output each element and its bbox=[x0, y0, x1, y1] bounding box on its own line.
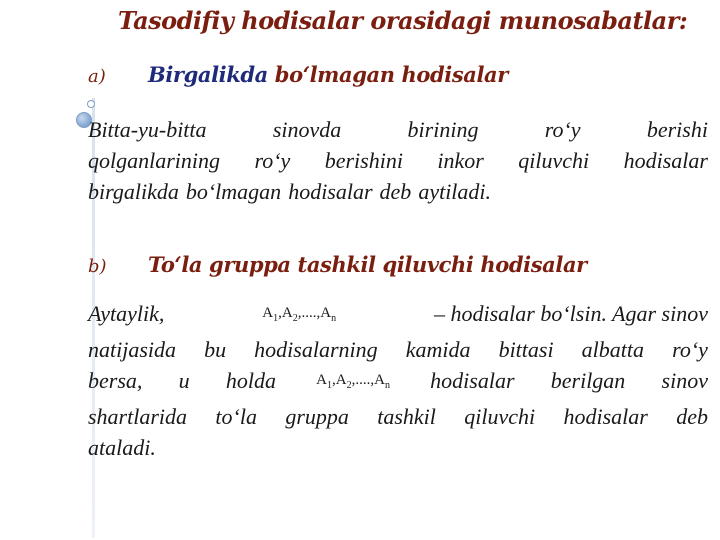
section-a-heading-rest: bo‘lmagan hodisalar bbox=[267, 62, 508, 87]
word: bersa, bbox=[88, 368, 143, 393]
word: albatta bbox=[581, 337, 644, 362]
word: to‘la bbox=[215, 404, 257, 429]
word: ro‘y bbox=[254, 148, 291, 173]
word: Aytaylik, bbox=[88, 301, 165, 326]
paragraph-line bbox=[88, 176, 708, 207]
section-b-heading: To‘la gruppa tashkil qiluvchi hodisalar bbox=[148, 252, 587, 277]
slide-title: Tasodifiy hodisalar orasidagi munosabatlar: bbox=[118, 6, 688, 35]
event-set-formula: $A_1,A_2,....,A_n$ bbox=[262, 305, 337, 324]
word: qolganlarining bbox=[88, 148, 221, 173]
paragraph-line bbox=[88, 298, 708, 334]
word: shartlarida bbox=[88, 404, 188, 429]
word: tashkil bbox=[377, 404, 436, 429]
word: ro‘y bbox=[544, 117, 581, 142]
word: berishi bbox=[646, 117, 708, 142]
word: sinov bbox=[661, 368, 708, 393]
word: berilgan bbox=[550, 368, 626, 393]
phrase: – hodisalar bo‘lsin. Agar sinov bbox=[433, 301, 708, 326]
word: hodisalar bbox=[288, 179, 373, 204]
word: sinovda bbox=[272, 117, 342, 142]
word: u bbox=[178, 368, 190, 393]
word: ro‘y bbox=[672, 337, 708, 362]
word: kamida bbox=[405, 337, 471, 362]
paragraph-line bbox=[88, 432, 708, 463]
section-a-heading bbox=[148, 62, 508, 87]
word: inkor bbox=[437, 148, 484, 173]
word: deb bbox=[676, 404, 708, 429]
word: qiluvchi bbox=[464, 404, 536, 429]
section-a-marker: a) bbox=[88, 66, 106, 87]
word: bittasi bbox=[498, 337, 554, 362]
word: gruppa bbox=[285, 404, 349, 429]
section-a-paragraph bbox=[88, 114, 708, 207]
section-a-heading-highlight: Birgalikda bbox=[148, 62, 268, 87]
word: hodisalarning bbox=[254, 337, 378, 362]
decorative-ring-icon bbox=[87, 100, 95, 108]
word: ataladi. bbox=[88, 435, 156, 460]
word: Bitta-yu-bitta bbox=[88, 117, 207, 142]
paragraph-line bbox=[88, 365, 708, 401]
word: aytiladi. bbox=[418, 179, 492, 204]
word: birining bbox=[407, 117, 479, 142]
word: hodisalar bbox=[430, 368, 515, 393]
word: bo‘lmagan bbox=[185, 179, 282, 204]
word: deb bbox=[379, 179, 412, 204]
word: hodisalar bbox=[623, 148, 708, 173]
word: berishini bbox=[324, 148, 403, 173]
event-set-formula: $A_1,A_2,....,A_n$ bbox=[316, 372, 390, 391]
word: holda bbox=[225, 368, 276, 393]
word: natijasida bbox=[88, 337, 177, 362]
word: birgalikda bbox=[88, 179, 179, 204]
section-b-marker: b) bbox=[88, 256, 107, 277]
paragraph-line bbox=[88, 334, 708, 365]
word: hodisalar bbox=[563, 404, 648, 429]
paragraph-line bbox=[88, 145, 708, 176]
paragraph-line bbox=[88, 114, 708, 145]
paragraph-line bbox=[88, 401, 708, 432]
section-b-paragraph bbox=[88, 298, 708, 463]
word: bu bbox=[204, 337, 227, 362]
word: qiluvchi bbox=[518, 148, 590, 173]
